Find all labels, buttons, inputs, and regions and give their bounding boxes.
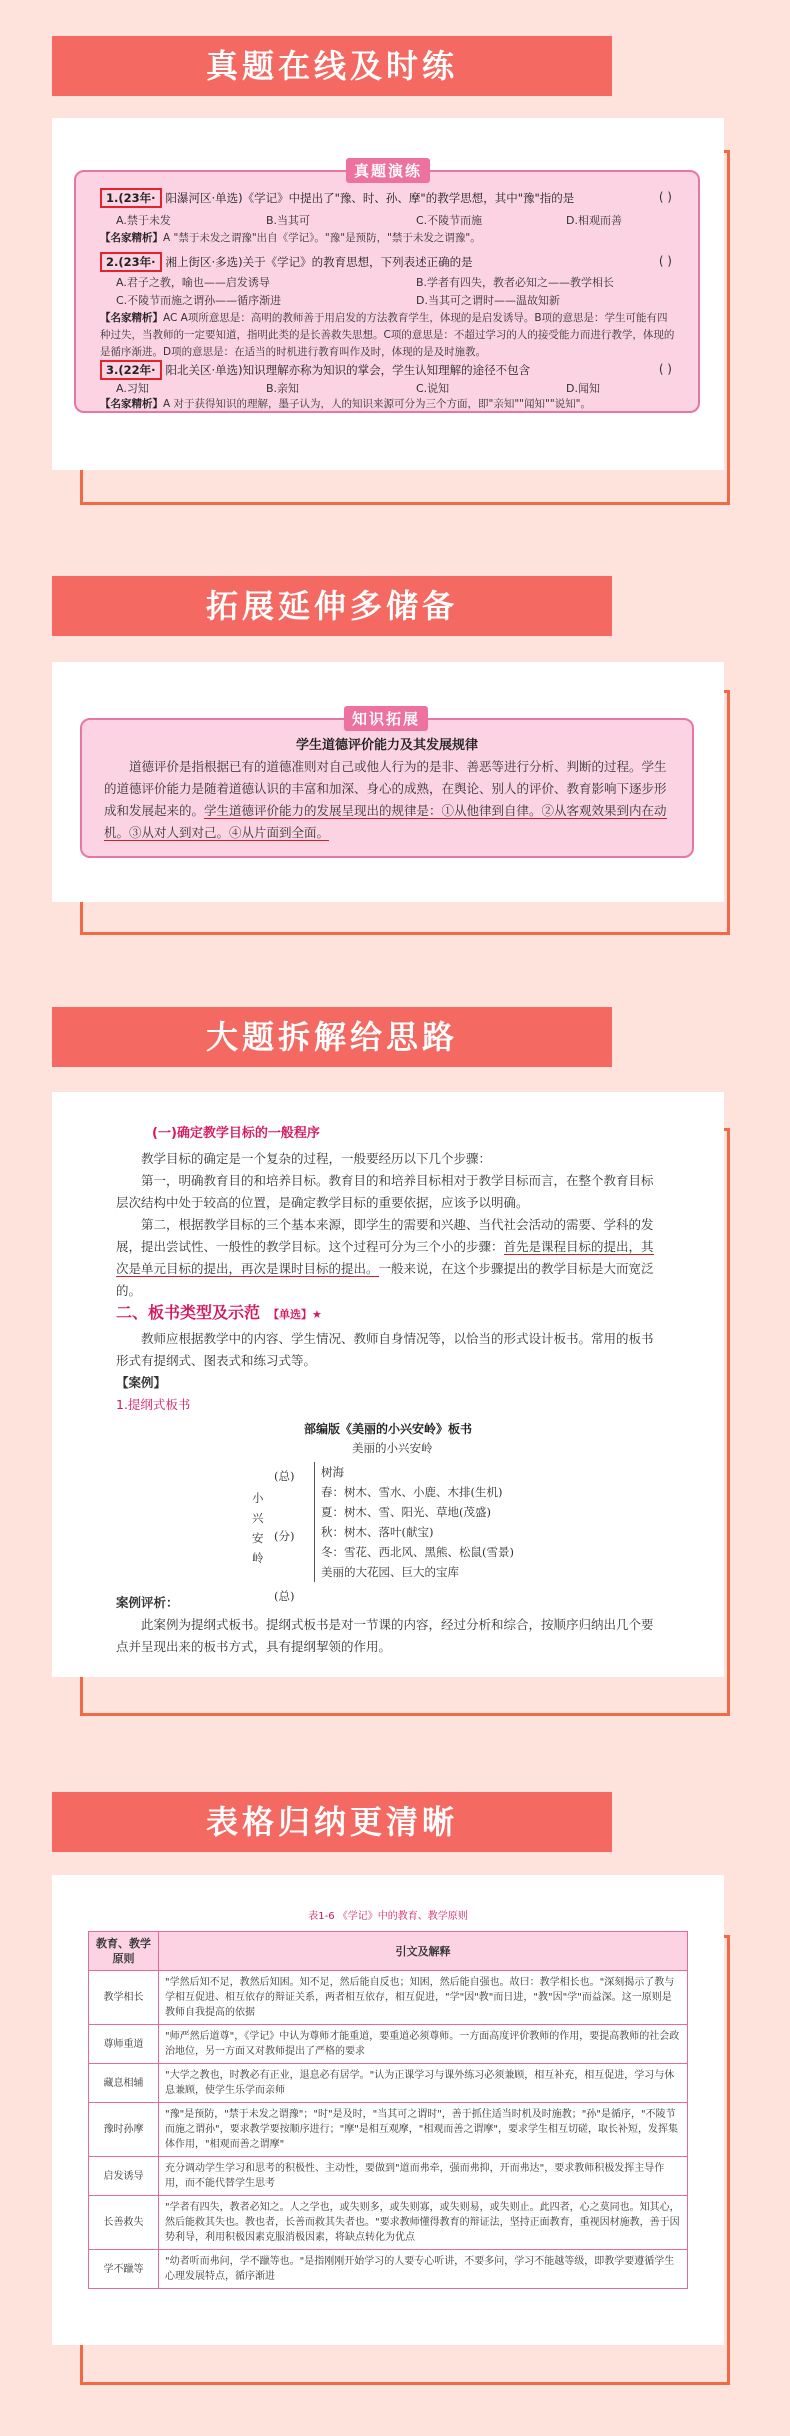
table-header-row — [89, 1932, 688, 1971]
knowledge-paragraph — [104, 756, 672, 844]
question-1 — [100, 188, 678, 208]
board-line: 美丽的大花园、巨大的宝库 — [321, 1565, 459, 1579]
table-cell-desc: "学然后知不足，教然后知困。知不足，然后能自反也；知困，然后能自强也。故曰：教学相长也。"深刻揭示了教与学相互促进、相互依存的辩证关系，两者相互依存，相互促进，"学"因"教"而日进，"教"因"学"而益深。这一原则是教师自我提高的依据 — [159, 1971, 688, 2025]
question-1-answer-blank: ( ) — [658, 190, 672, 204]
analysis-text: A "禁于未发之谓豫"出自《学记》。"豫"是预防，"禁于未发之谓豫"。 — [163, 232, 481, 244]
question-2 — [100, 252, 678, 272]
knowledge-text: 道德评价是指根据已有的道德准则对自己或他人行为的是非、善恶等进行分析、判断的过程。学生的道德评价能力是随着道德认识的丰富和加深、身心的成熟，在舆论、别人的评价、教育影响下逐步形成和发展起来的。 — [104, 759, 667, 818]
question-3-text: 阳北关区·单选)知识理解亦称为知识的掌会，学生认知理解的途径不包含 — [165, 363, 531, 377]
board-line: 树海 — [321, 1465, 344, 1479]
table-row — [89, 1971, 688, 2025]
question-2-number: 2.(23年· — [100, 252, 162, 272]
table-cell-desc: 充分调动学生学习和思考的积极性、主动性，要做到"道而弗牵，强而弗抑，开而弗达"，要求教师积极发挥主导作用，而不能代替学生思考 — [159, 2157, 688, 2196]
paragraph: 教师应根据教学中的内容、学生情况、教师自身情况等，以恰当的形式设计板书。常用的板书形式有提纲式、图表式和练习式等。 — [116, 1331, 654, 1368]
question-2-analysis — [100, 310, 678, 361]
table-caption: 表1-6 《学记》中的教育、教学原则 — [308, 1911, 468, 1922]
table-row — [89, 2157, 688, 2196]
table-card — [52, 1875, 724, 2345]
question-3-option: D.闻知 — [566, 382, 600, 395]
board-top: 美丽的小兴安岭 — [352, 1441, 433, 1455]
knowledge-card — [52, 662, 724, 902]
knowledge-underlined-text: 学生道德评价能力的发展呈现出的规律是：①从他律到自律。②从客观效果到内在动机。③从对人到对己。④从片面到全面。 — [104, 803, 667, 840]
question-2-option: B.学者有四失，教者必知之——教学相长 — [416, 276, 615, 289]
breakdown-card — [52, 1092, 724, 1677]
question-1-option: A.禁于未发 — [116, 214, 171, 227]
table-header: 教育、教学原则 — [89, 1932, 159, 1971]
question-1-option: B.当其可 — [266, 214, 311, 227]
analysis-text: AC A项所意思是：高明的教师善于用启发的方法教育学生，体现的是启发诱导。B项的意思是：学生可能有四种过失，当教师的一定要知道，指明此类的是长善救失思想。C项的意思是：不超过学习的人的接受能力而进行教学，体现的是循序渐进。D项的意思是：在适当的时机进行教育叫作及时，体现的是及时施教。 — [100, 312, 675, 358]
question-1-number: 1.(23年· — [100, 188, 162, 208]
question-3-option: B.亲知 — [266, 382, 300, 395]
table-row — [89, 2103, 688, 2157]
practice-tag: 真题演练 — [346, 158, 430, 183]
table-cell-term: 长善救失 — [89, 2196, 159, 2250]
table-cell-term: 教学相长 — [89, 1971, 159, 2025]
question-3-number: 3.(22年· — [100, 360, 162, 380]
paragraph — [116, 1214, 664, 1302]
paragraph-text: 第二，根据教学目标的三个基本来源，即学生的需要和兴趣、当代社会活动的需要、学科的发展，提出尝试性、一般性的教学目标。这个过程可分为三个小的步骤： — [116, 1217, 654, 1254]
question-1-option: D.相观而善 — [566, 214, 622, 227]
table-row — [89, 2196, 688, 2250]
case-sub-heading: 1.提纲式板书 — [116, 1397, 191, 1412]
knowledge-box — [80, 710, 694, 858]
question-3-option: C.说知 — [416, 382, 450, 395]
board-brace-label: (总) — [274, 1469, 295, 1483]
review-text: 此案例为提纲式板书。提纲式板书是对一节课的内容，经过分析和综合，按顺序归纳出几个要点并呈现出来的板书方式，具有提纲挈领的作用。 — [116, 1617, 654, 1654]
sub-heading: (一)确定教学目标的一般程序 — [152, 1126, 320, 1141]
board-brace-label: (总) — [274, 1589, 295, 1603]
board-line: 春：树木、雪水、小鹿、木排(生机) — [321, 1485, 503, 1499]
board-line: 秋：树木、落叶(献宝) — [321, 1525, 434, 1539]
board-char: 安 — [252, 1531, 264, 1545]
question-2-option: A.君子之教，喻也——启发诱导 — [116, 276, 270, 289]
board-lines — [314, 1462, 514, 1582]
question-2-option: C.不陵节而施之谓孙——循序渐进 — [116, 294, 282, 307]
analysis-text: A 对于获得知识的理解，墨子认为，人的知识来源可分为三个方面，即"亲知""闻知""说知"。 — [163, 398, 591, 410]
table-cell-term: 启发诱导 — [89, 2157, 159, 2196]
question-1-text: 阳瀑河区·单选)《学记》中提出了"豫、时、孙、摩"的教学思想，其中"豫"指的是 — [165, 191, 575, 205]
analysis-label: 【名家精析】 — [100, 232, 163, 244]
table-cell-desc: "豫"是预防，"禁于未发之谓豫"；"时"是及时，"当其可之谓时"，善于抓住适当时机及时施教；"孙"是循序，"不陵节而施之谓孙"，要求教学要按顺序进行；"摩"是相互观摩，"相观而善之谓摩"，要求学生相互切磋，取长补短，发挥集体作用，"相观而善之谓摩" — [159, 2103, 688, 2157]
table-header: 引文及解释 — [159, 1932, 688, 1971]
table-wrapper — [88, 1931, 688, 2289]
paragraph-text: 一般来说，在这个步骤提出的教学目标是大而宽泛的。 — [116, 1261, 654, 1298]
board-line: 夏：树木、雪、阳光、草地(茂盛) — [321, 1505, 491, 1519]
table-cell-term: 豫时孙摩 — [89, 2103, 159, 2157]
section-banner-2: 拓展延伸多储备 — [52, 576, 612, 636]
table-cell-desc: "学者有四失，教者必知之。人之学也，或失则多，或失则寡，或失则易，或失则止。此四者，心之莫同也。知其心，然后能救其失也。教也者，长善而救其失者也。"要求教师懂得教育的辩证法，坚持正面教育，重视因材施教，善于因势利导，利用积极因素克服消极因素，将缺点转化为优点 — [159, 2196, 688, 2250]
question-3-option: A.习知 — [116, 382, 149, 395]
main-heading-tag: 【单选】★ — [268, 1308, 322, 1321]
table-cell-desc: "师严然后道尊"，《学记》中认为尊师才能重道，要重道必须尊师。一方面高度评价教师的作用，要提高教师的社会政治地位，另一方面又对教师提出了严格的要求 — [159, 2025, 688, 2064]
knowledge-title: 学生道德评价能力及其发展规律 — [295, 738, 478, 753]
section-banner-3: 大题拆解给思路 — [52, 1007, 612, 1067]
question-3 — [100, 360, 678, 380]
paragraph: 教学目标的确定是一个复杂的过程，一般要经历以下几个步骤： — [141, 1151, 492, 1166]
main-heading-text: 二、板书类型及示范 — [116, 1303, 261, 1322]
practice-box — [74, 162, 700, 413]
main-heading — [116, 1300, 322, 1323]
knowledge-tag: 知识拓展 — [344, 706, 428, 731]
practice-card — [52, 118, 724, 470]
principles-table — [88, 1931, 688, 2289]
board-char: 兴 — [252, 1511, 264, 1525]
table-row — [89, 2025, 688, 2064]
section-banner-1: 真题在线及时练 — [52, 36, 612, 96]
question-2-text: 湘上街区·多选)关于《学记》的教育思想，下列表述正确的是 — [165, 255, 473, 269]
table-row — [89, 2064, 688, 2103]
board-brace-label: (分) — [274, 1529, 295, 1543]
analysis-label: 【名家精析】 — [100, 398, 163, 410]
table-cell-term: 藏息相辅 — [89, 2064, 159, 2103]
table-cell-desc: "大学之教也，时教必有正业，退息必有居学。"认为正课学习与课外练习必须兼顾，相互补充，相互促进，学习与休息兼顾，使学生乐学而亲师 — [159, 2064, 688, 2103]
question-1-analysis — [100, 230, 678, 247]
board-vertical-title — [252, 1488, 266, 1568]
section-banner-4: 表格归纳更清晰 — [52, 1792, 612, 1852]
question-3-analysis — [100, 396, 678, 413]
board-line: 冬：雪花、西北风、黑熊、松鼠(雪景) — [321, 1545, 514, 1559]
question-1-option: C.不陵节而施 — [416, 214, 483, 227]
board-char: 岭 — [252, 1551, 264, 1565]
question-2-answer-blank: ( ) — [658, 254, 672, 268]
analysis-label: 【名家精析】 — [100, 312, 163, 324]
question-3-answer-blank: ( ) — [658, 362, 672, 376]
question-2-option: D.当其可之谓时——温故知新 — [416, 294, 560, 307]
paragraph: 第一，明确教育目的和培养目标。教育目的和培养目标相对于教学目标而言，在整个教育目标层次结构中处于较高的位置，是确定教学目标的重要依据，应该予以明确。 — [116, 1173, 654, 1210]
table-row — [89, 2250, 688, 2289]
case-title: 部编版《美丽的小兴安岭》板书 — [303, 1422, 472, 1436]
case-label: 【案例】 — [116, 1375, 167, 1390]
paragraph-underlined-text: 首先是课程目标的提出，其次是单元目标的提出，再次是课时目标的提出。 — [116, 1239, 654, 1276]
table-cell-term: 尊师重道 — [89, 2025, 159, 2064]
table-cell-desc: "幼者听而弗问，学不躐等也。"是指刚刚开始学习的人要专心听讲，不要多问，学习不能越等级，即教学要遵循学生心理发展特点，循序渐进 — [159, 2250, 688, 2289]
table-cell-term: 学不躐等 — [89, 2250, 159, 2289]
review-label: 案例评析： — [116, 1595, 179, 1610]
board-char: 小 — [252, 1491, 264, 1505]
